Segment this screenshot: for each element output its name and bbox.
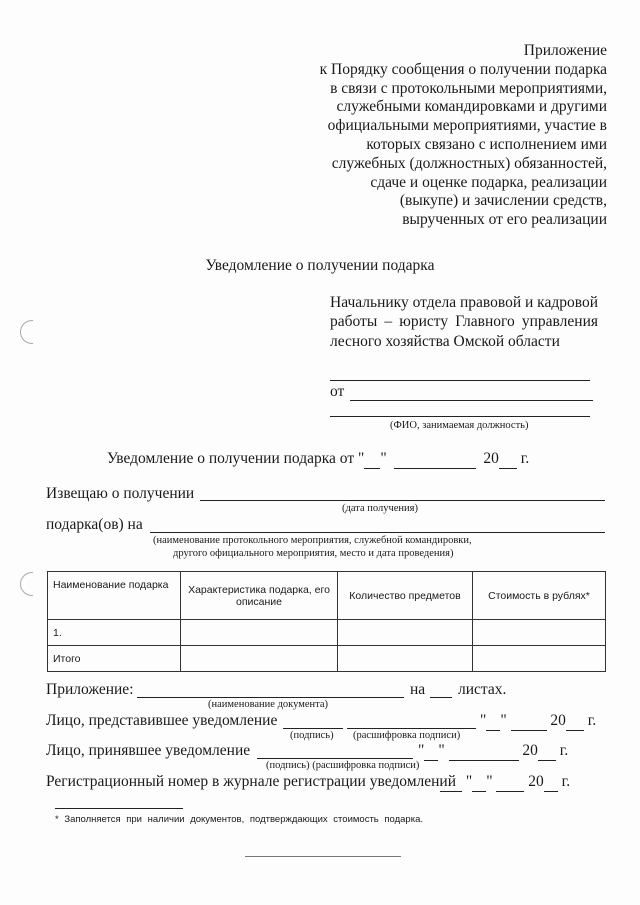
- receipt-label: Извещаю о получении: [46, 485, 195, 502]
- year-prefix: 20: [550, 712, 566, 729]
- submitter-signature-field[interactable]: [283, 728, 343, 729]
- table-cell[interactable]: 1.: [48, 620, 181, 646]
- attachment-sheets: листах.: [458, 681, 507, 698]
- appendix-block: [277, 42, 607, 230]
- receiver-label: Лицо, принявшее уведомление: [46, 742, 251, 759]
- event-caption-1: (наименование протокольного мероприятия, служебной командировки,: [153, 535, 472, 546]
- year-field[interactable]: [538, 742, 556, 761]
- year-suffix: г.: [520, 450, 530, 467]
- table-cell[interactable]: [181, 646, 338, 672]
- receipt-date-field[interactable]: [200, 500, 605, 501]
- year-prefix: 20: [483, 450, 499, 467]
- year-field[interactable]: [499, 450, 517, 469]
- appendix-line: к Порядку сообщения о получении подарка: [319, 60, 607, 78]
- quote-close: ": [380, 450, 387, 467]
- appendix-heading: Приложение: [523, 42, 607, 59]
- year-suffix: г.: [587, 712, 597, 729]
- gifts-table: [47, 571, 606, 672]
- header-cell: Количество предметов: [338, 572, 473, 620]
- table-cell[interactable]: Итого: [48, 646, 181, 672]
- year-prefix: 20: [528, 773, 544, 790]
- attachment-label: Приложение:: [46, 681, 134, 698]
- footnote-separator: [55, 808, 183, 809]
- year-prefix: 20: [522, 742, 538, 759]
- table-cell[interactable]: [181, 620, 338, 646]
- appendix-line: в связи с протокольными мероприятиями,: [330, 79, 607, 97]
- bottom-separator: [245, 856, 401, 857]
- appendix-line: служебными командировками и другими: [336, 98, 607, 116]
- receiver-signature-field[interactable]: [257, 758, 413, 759]
- month-field[interactable]: [449, 742, 519, 761]
- header-cell: Наименование подарка: [48, 572, 181, 620]
- punch-hole-bottom: [20, 572, 33, 596]
- event-field[interactable]: [150, 532, 605, 533]
- day-field[interactable]: [486, 712, 500, 731]
- attachment-caption: (наименование документа): [208, 699, 329, 710]
- date-caption: (дата получения): [342, 503, 418, 514]
- year-field[interactable]: [544, 773, 558, 792]
- submitter-decode-field[interactable]: [347, 728, 476, 729]
- sheet-count-field[interactable]: [430, 697, 452, 698]
- appendix-line: (выкупе) и зачислении средств,: [399, 192, 607, 210]
- table-row: [48, 620, 606, 646]
- addressee-field-1[interactable]: [330, 380, 590, 381]
- table-cell[interactable]: [338, 620, 473, 646]
- submitter-label: Лицо, представившее уведомление: [46, 712, 278, 729]
- attachment-name-field[interactable]: [137, 697, 404, 698]
- addressee-text: Начальнику отдела правовой и кадровой работы – юристу Главного управления лесного хозяйства Омской области: [330, 294, 598, 350]
- receiver-caption: (подпись) (расшифровка подписи): [266, 760, 420, 771]
- year-field[interactable]: [566, 712, 584, 731]
- notice-date-line: [107, 450, 529, 469]
- registration-label: Регистрационный номер в журнале регистрации уведомлений: [46, 773, 457, 790]
- document-title: Уведомление о получении подарка: [205, 257, 435, 274]
- month-field[interactable]: [394, 450, 476, 469]
- footnote: * Заполняется при наличии документов, подтверждающих стоимость подарка.: [55, 814, 424, 825]
- header-cell: Характеристика подарка, его описание: [181, 572, 338, 620]
- day-field[interactable]: [364, 450, 380, 469]
- registration-number-field[interactable]: [440, 773, 462, 792]
- appendix-line: которых связано с исполнением ими: [366, 135, 607, 153]
- notice-prefix: Уведомление о получении подарка от ": [107, 450, 365, 467]
- from-label: от: [330, 383, 345, 400]
- fio-caption: (ФИО, занимаемая должность): [390, 420, 529, 431]
- registration-date: " " 20 г.: [440, 773, 570, 792]
- table-cell[interactable]: [473, 646, 606, 672]
- addressee-field-3[interactable]: [330, 416, 590, 417]
- appendix-line: официальными мероприятиями, участие в: [327, 117, 607, 135]
- attachment-on: на: [410, 681, 426, 698]
- month-field[interactable]: [511, 712, 547, 731]
- table-cell[interactable]: [473, 620, 606, 646]
- submitter-sig-caption: (подпись): [290, 730, 334, 741]
- day-field[interactable]: [472, 773, 486, 792]
- submitter-date: " " 20 г.: [480, 712, 597, 729]
- receiver-date: " " 20 г.: [418, 742, 569, 759]
- year-suffix: г.: [561, 773, 571, 790]
- event-caption-2: другого официального мероприятия, место и дата проведения): [173, 548, 454, 559]
- year-suffix: г.: [559, 742, 569, 759]
- gifts-label: подарка(ов) на: [46, 516, 143, 533]
- header-cell: Стоимость в рублях*: [473, 572, 606, 620]
- from-field[interactable]: [350, 400, 593, 401]
- submitter-decode-caption: (расшифровка подписи): [353, 730, 461, 741]
- day-field[interactable]: [424, 742, 438, 761]
- month-field[interactable]: [496, 773, 524, 792]
- appendix-line: вырученных от его реализации: [402, 211, 607, 229]
- table-header-row: [48, 572, 606, 620]
- table-cell[interactable]: [338, 646, 473, 672]
- punch-hole-top: [20, 320, 33, 344]
- table-row: [48, 646, 606, 672]
- appendix-line: сдаче и оценке подарка, реализации: [370, 173, 607, 191]
- appendix-line: служебных (должностных) обязанностей,: [331, 154, 607, 172]
